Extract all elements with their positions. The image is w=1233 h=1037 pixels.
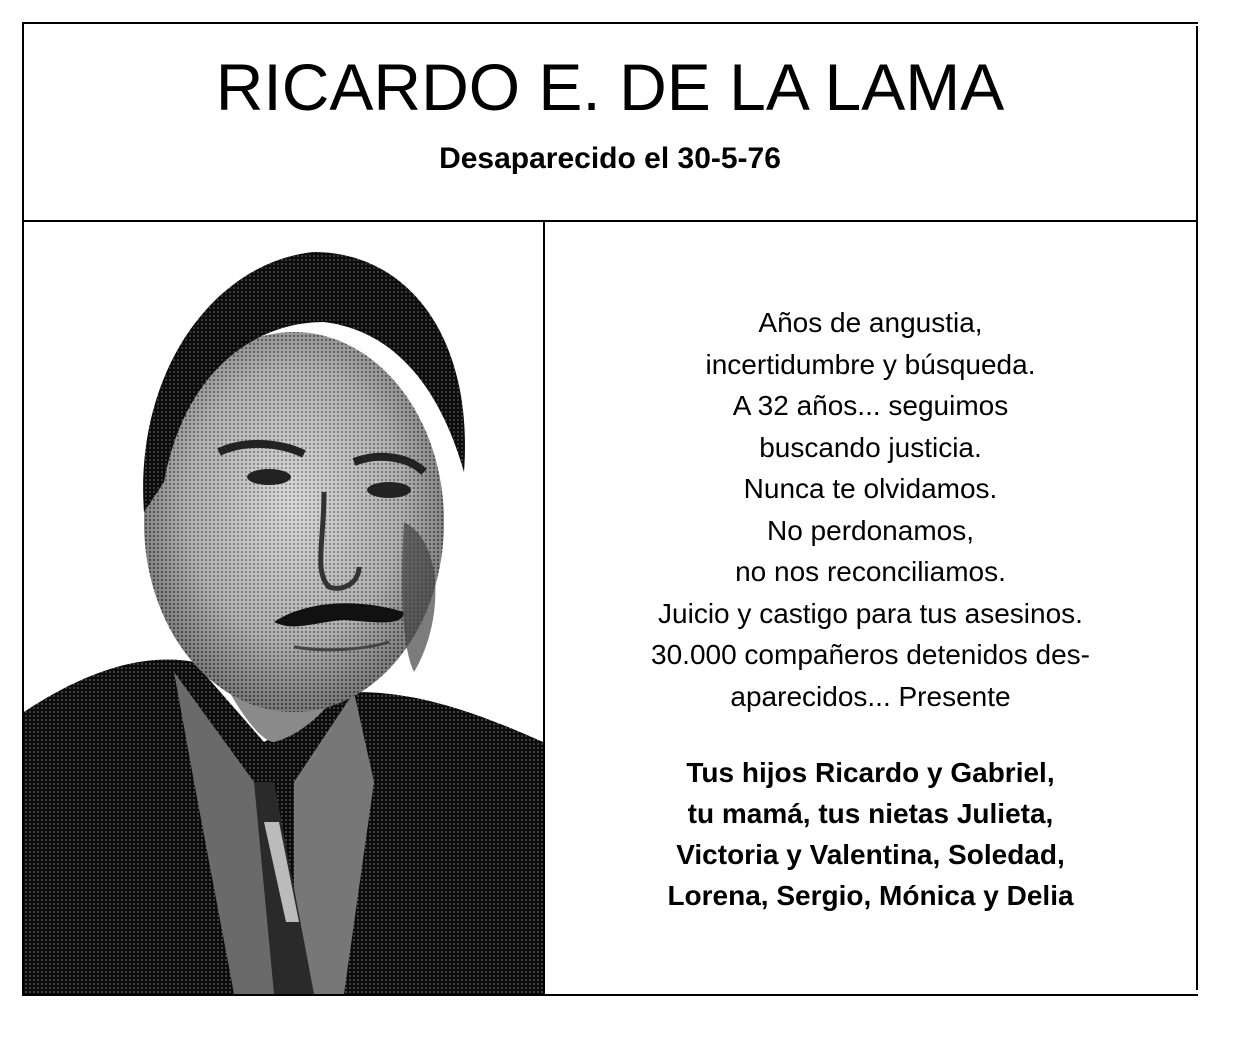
person-name: RICARDO E. DE LA LAMA	[215, 50, 1005, 124]
portrait-photo	[24, 222, 543, 994]
portrait-photo-icon	[24, 222, 543, 994]
poem-line: Nunca te olvidamos.	[743, 473, 998, 504]
disappearance-date: Desaparecido el 30-5-76	[439, 142, 781, 175]
notice-header	[24, 24, 1196, 220]
dedication-line: Lorena, Sergio, Mónica y Delia	[667, 880, 1074, 911]
poem-line: aparecidos... Presente	[730, 680, 1011, 712]
dedication-line: Tus hijos Ricardo y Gabriel,	[686, 757, 1055, 788]
poem-line: A 32 años... seguimos	[732, 390, 1009, 421]
poem-line: 30.000 compañeros detenidos des-	[651, 639, 1090, 670]
poem-line: No perdonamos,	[766, 514, 974, 546]
poem-line: Años de angustia,	[758, 307, 983, 338]
family-dedication	[545, 752, 1196, 916]
tribute-text-panel	[545, 222, 1196, 994]
poem-line: incertidumbre y búsqueda.	[705, 348, 1036, 380]
dedication-line: tu mamá, tus nietas Julieta,	[687, 798, 1054, 829]
dedication-line: Victoria y Valentina, Soledad,	[676, 839, 1065, 870]
frame-bottom-border	[22, 994, 1198, 996]
poem-line: Juicio y castigo para tus asesinos.	[658, 597, 1083, 629]
frame-right-border	[1196, 26, 1198, 990]
tribute-poem	[545, 302, 1196, 717]
poem-line: no nos reconciliamos.	[735, 556, 1006, 587]
poem-line: buscando justicia.	[759, 431, 982, 463]
